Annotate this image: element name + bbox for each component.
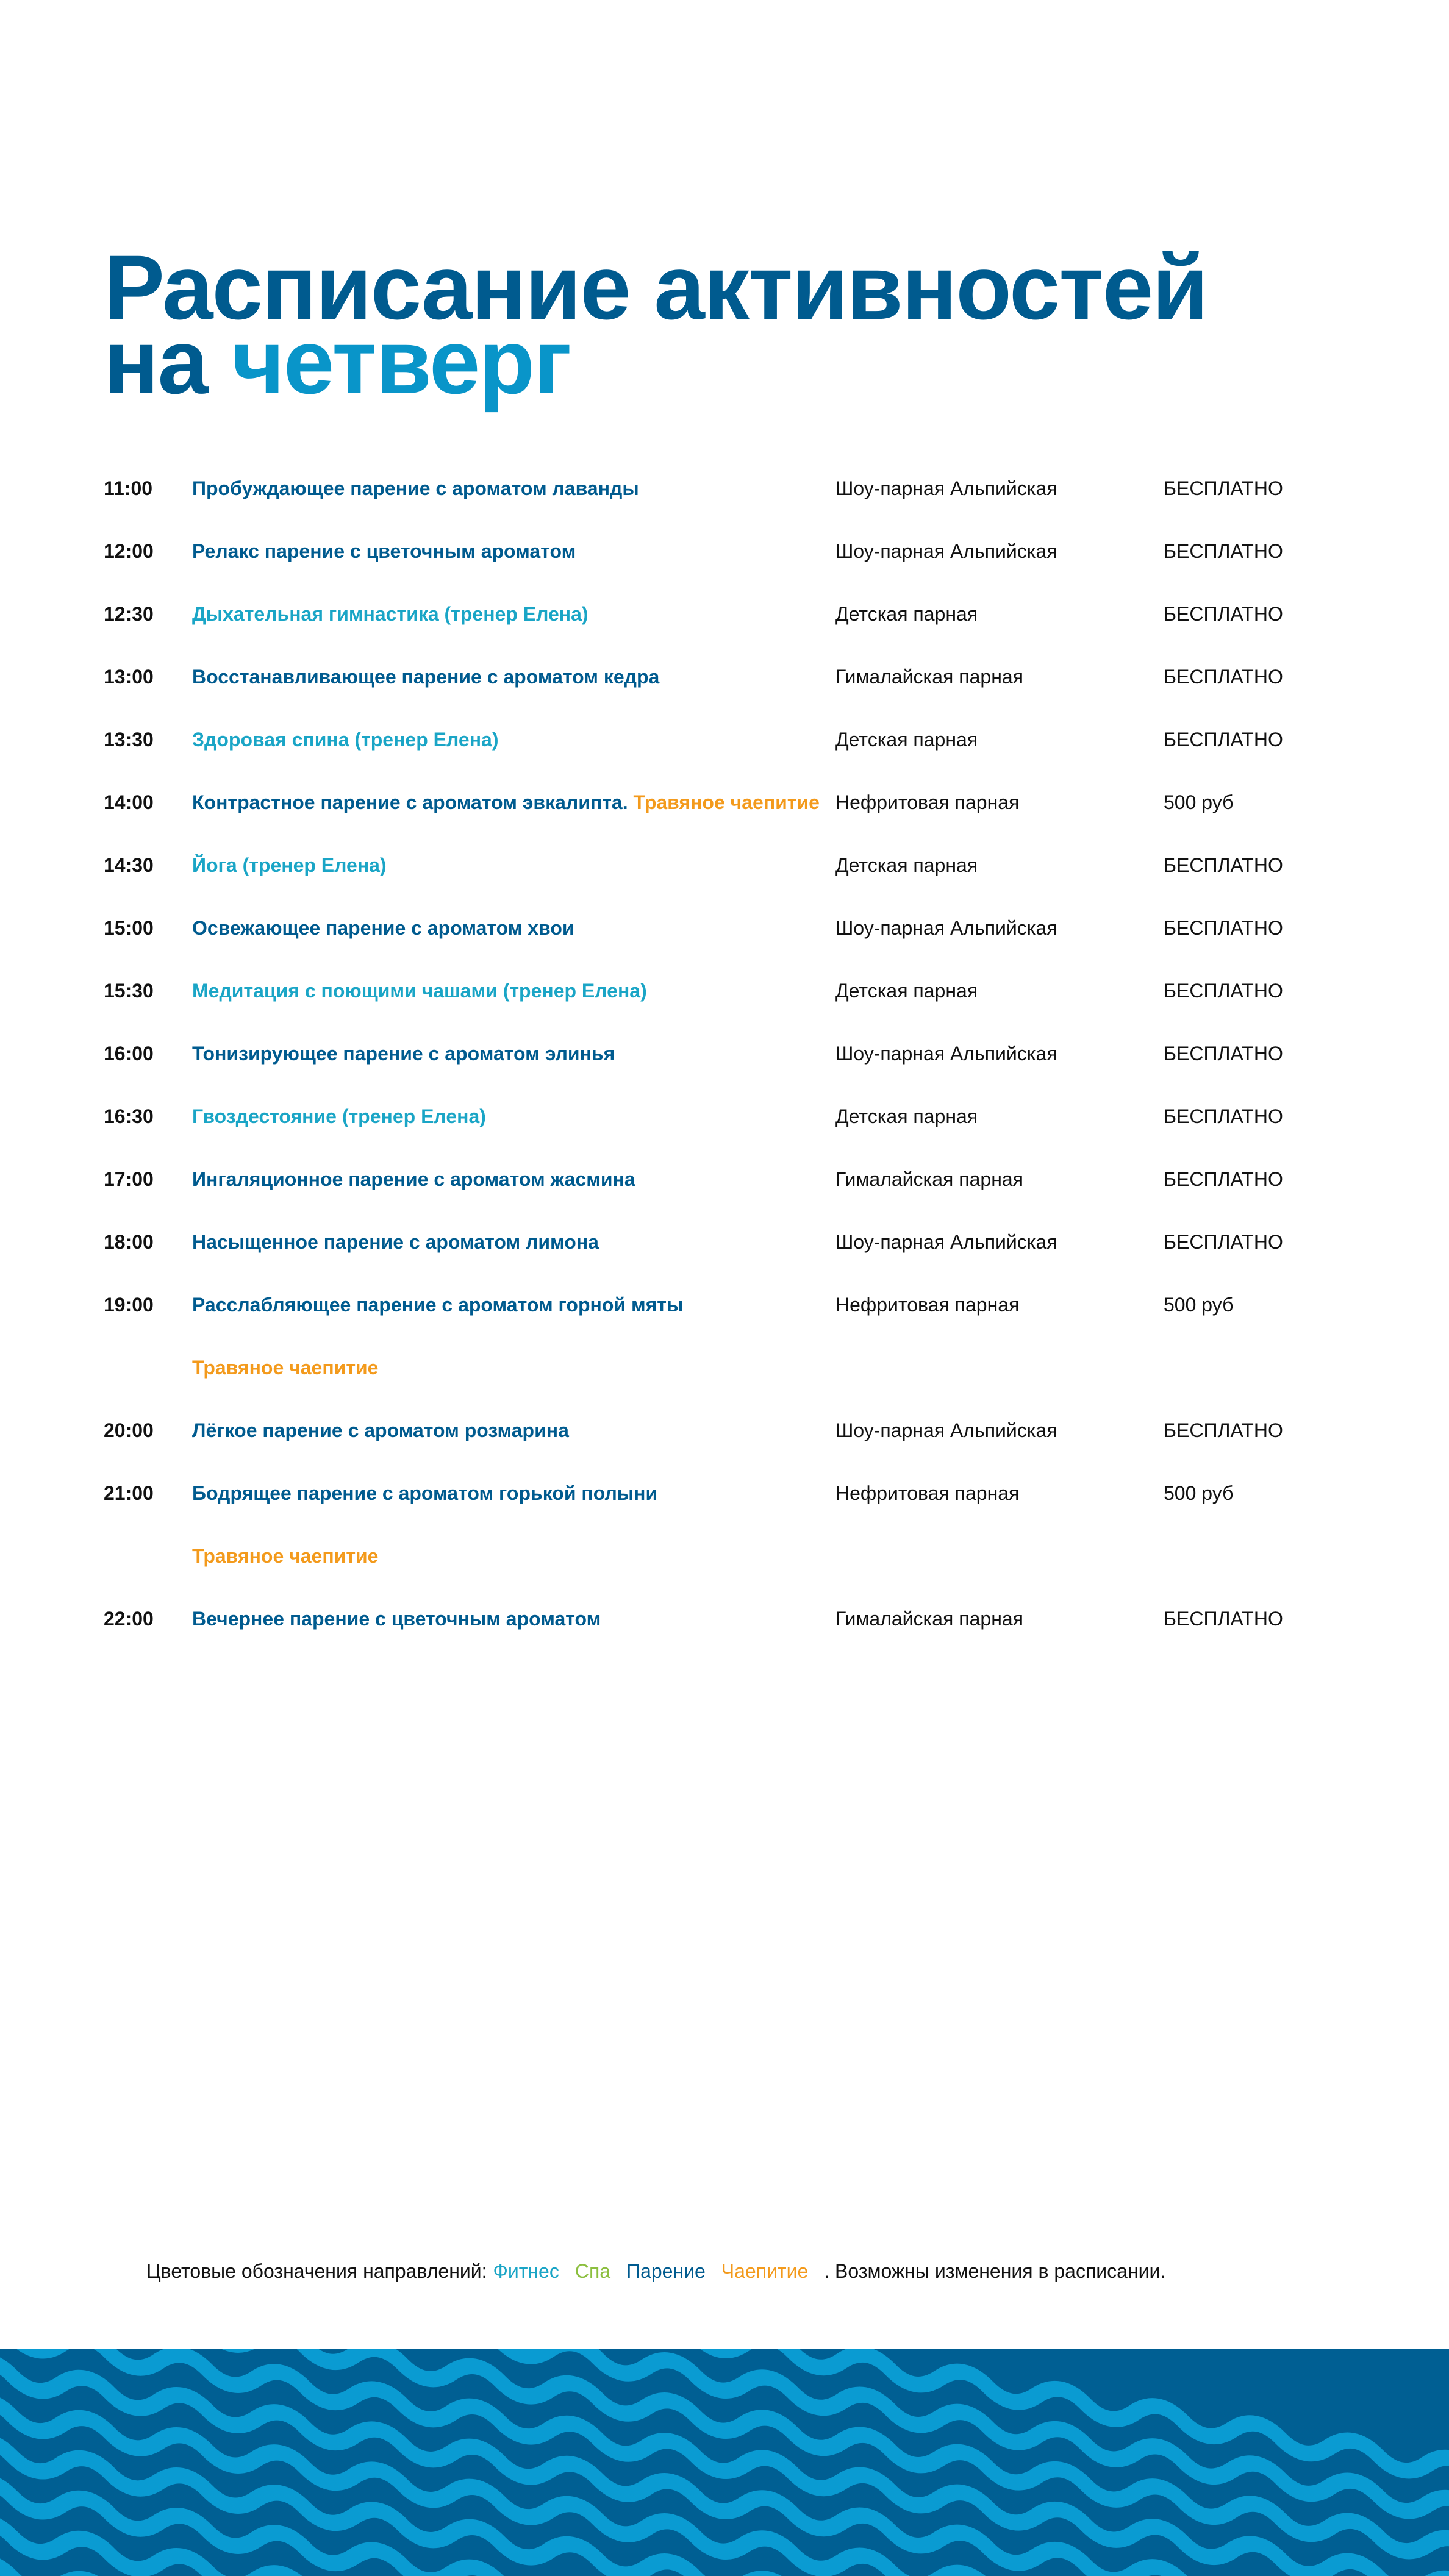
schedule-time: 16:00: [104, 1043, 154, 1065]
schedule-time: 16:30: [104, 1105, 154, 1127]
schedule-place: Гималайская парная: [835, 1168, 1023, 1190]
legend-suffix: . Возможны изменения в расписании.: [824, 2260, 1166, 2282]
schedule-activity: [192, 646, 659, 708]
schedule-table: [104, 457, 1384, 1650]
schedule-place: Нефритовая парная: [835, 791, 1020, 813]
color-legend: [146, 2256, 1165, 2286]
schedule-time: 19:00: [104, 1294, 154, 1316]
schedule-price: БЕСПЛАТНО: [1164, 1105, 1283, 1127]
schedule-activity-extra: Травяное чаепитие: [633, 791, 820, 813]
schedule-price: БЕСПЛАТНО: [1164, 603, 1283, 625]
schedule-activity: [192, 960, 647, 1022]
schedule-time: 15:00: [104, 917, 154, 939]
schedule-activity: [192, 1022, 615, 1085]
schedule-place: Детская парная: [835, 854, 978, 876]
schedule-activity: [192, 771, 820, 834]
schedule-time: 11:00: [104, 477, 153, 499]
schedule-time: 20:00: [104, 1419, 154, 1441]
schedule-activity-label: Здоровая спина (тренер Елена): [192, 729, 499, 751]
schedule-price: 500 руб: [1164, 1482, 1234, 1504]
schedule-activity-label: Восстанавливающее парение с ароматом кедра: [192, 666, 660, 688]
schedule-time: 12:00: [104, 540, 154, 562]
schedule-price: БЕСПЛАТНО: [1164, 1608, 1283, 1630]
schedule-activity: [192, 1085, 486, 1148]
legend-item: Спа: [574, 2260, 611, 2282]
schedule-activity-label: Пробуждающее парение с ароматом лаванды: [192, 477, 639, 499]
schedule-row: [104, 1148, 1384, 1211]
schedule-price: БЕСПЛАТНО: [1164, 854, 1283, 876]
schedule-time: 13:00: [104, 666, 154, 688]
schedule-place: Шоу-парная Альпийская: [835, 540, 1057, 562]
schedule-place: Шоу-парная Альпийская: [835, 1043, 1057, 1065]
schedule-activity-label: Ингаляционное парение с ароматом жасмина: [192, 1168, 635, 1190]
schedule-activity-label: Гвоздестояние (тренер Елена): [192, 1105, 486, 1127]
schedule-time: 12:30: [104, 603, 154, 625]
schedule-time: 14:30: [104, 854, 154, 876]
schedule-row: [104, 1274, 1384, 1336]
schedule-time: 21:00: [104, 1482, 154, 1504]
schedule-activity: [192, 708, 498, 771]
wave-pattern-footer: [0, 2349, 1449, 2576]
schedule-row: [104, 1336, 1384, 1399]
schedule-row: [104, 1462, 1384, 1525]
schedule-activity-label: Освежающее парение с ароматом хвои: [192, 917, 574, 939]
schedule-price: 500 руб: [1164, 1294, 1234, 1316]
schedule-time: 22:00: [104, 1608, 154, 1630]
schedule-activity: [192, 1525, 378, 1588]
schedule-time: 17:00: [104, 1168, 154, 1190]
schedule-time: 14:00: [104, 791, 154, 813]
schedule-place: Нефритовая парная: [835, 1482, 1020, 1504]
schedule-time: 13:30: [104, 729, 154, 751]
schedule-row: [104, 834, 1384, 897]
schedule-activity-label: Травяное чаепитие: [192, 1357, 379, 1379]
schedule-row: [104, 1525, 1384, 1588]
schedule-place: Шоу-парная Альпийская: [835, 1231, 1057, 1253]
page-title: [104, 236, 1208, 413]
schedule-activity: [192, 1588, 601, 1650]
schedule-row: [104, 1022, 1384, 1085]
schedule-activity-label: Йога (тренер Елена): [192, 854, 387, 876]
schedule-row: [104, 646, 1384, 708]
schedule-price: БЕСПЛАТНО: [1164, 729, 1283, 751]
schedule-place: Нефритовая парная: [835, 1294, 1020, 1316]
schedule-row: [104, 771, 1384, 834]
schedule-price: БЕСПЛАТНО: [1164, 1168, 1283, 1190]
schedule-place: Детская парная: [835, 729, 978, 751]
title-line-2-prefix: на: [104, 310, 208, 413]
title-line-2-accent: четверг: [231, 310, 571, 413]
schedule-activity: [192, 1336, 378, 1399]
schedule-activity: [192, 1462, 657, 1525]
schedule-activity-label: Бодрящее парение с ароматом горькой полыни: [192, 1482, 658, 1504]
schedule-row: [104, 457, 1384, 520]
schedule-activity-label: Релакс парение с цветочным ароматом: [192, 540, 576, 562]
legend-item: Фитнес: [493, 2260, 559, 2282]
schedule-activity-label: Дыхательная гимнастика (тренер Елена): [192, 603, 589, 625]
schedule-activity: [192, 583, 589, 646]
schedule-row: [104, 1588, 1384, 1650]
schedule-activity-label: Расслабляющее парение с ароматом горной мяты: [192, 1294, 684, 1316]
schedule-price: БЕСПЛАТНО: [1164, 1043, 1283, 1065]
schedule-time: 18:00: [104, 1231, 154, 1253]
schedule-activity-label: Контрастное парение с ароматом эвкалипта.: [192, 791, 628, 813]
schedule-row: [104, 1211, 1384, 1274]
schedule-place: Шоу-парная Альпийская: [835, 1419, 1057, 1441]
schedule-activity-label: Лёгкое парение с ароматом розмарина: [192, 1419, 569, 1441]
schedule-place: Детская парная: [835, 980, 978, 1002]
schedule-activity: [192, 520, 576, 583]
legend-prefix: Цветовые обозначения направлений:: [146, 2260, 487, 2282]
schedule-row: [104, 583, 1384, 646]
schedule-price: БЕСПЛАТНО: [1164, 1419, 1283, 1441]
schedule-price: 500 руб: [1164, 791, 1234, 813]
schedule-price: БЕСПЛАТНО: [1164, 917, 1283, 939]
schedule-price: БЕСПЛАТНО: [1164, 1231, 1283, 1253]
schedule-row: [104, 960, 1384, 1022]
schedule-activity-label: Тонизирующее парение с ароматом элинья: [192, 1043, 615, 1065]
schedule-place: Шоу-парная Альпийская: [835, 917, 1057, 939]
schedule-activity-label: Вечернее парение с цветочным ароматом: [192, 1608, 601, 1630]
schedule-activity-label: Травяное чаепитие: [192, 1545, 379, 1567]
schedule-activity: [192, 1211, 599, 1274]
schedule-row: [104, 708, 1384, 771]
schedule-activity: [192, 834, 387, 897]
schedule-activity: [192, 1148, 635, 1211]
schedule-price: БЕСПЛАТНО: [1164, 666, 1283, 688]
schedule-price: БЕСПЛАТНО: [1164, 980, 1283, 1002]
schedule-row: [104, 1399, 1384, 1462]
schedule-price: БЕСПЛАТНО: [1164, 477, 1283, 499]
schedule-place: Детская парная: [835, 1105, 978, 1127]
schedule-place: Гималайская парная: [835, 666, 1023, 688]
schedule-activity: [192, 457, 639, 520]
schedule-time: 15:30: [104, 980, 154, 1002]
schedule-activity: [192, 1399, 569, 1462]
schedule-place: Детская парная: [835, 603, 978, 625]
schedule-row: [104, 897, 1384, 960]
schedule-activity-label: Медитация с поющими чашами (тренер Елена): [192, 980, 647, 1002]
schedule-row: [104, 520, 1384, 583]
schedule-place: Гималайская парная: [835, 1608, 1023, 1630]
schedule-place: Шоу-парная Альпийская: [835, 477, 1057, 499]
schedule-price: БЕСПЛАТНО: [1164, 540, 1283, 562]
title-line-1: Расписание активностей: [104, 236, 1208, 338]
legend-item: Чаепитие: [721, 2260, 809, 2282]
wave-pattern: [0, 2349, 1449, 2576]
schedule-activity: [192, 897, 574, 960]
schedule-row: [104, 1085, 1384, 1148]
legend-item: Парение: [626, 2260, 706, 2282]
schedule-activity-label: Насыщенное парение с ароматом лимона: [192, 1231, 599, 1253]
schedule-activity: [192, 1274, 683, 1336]
